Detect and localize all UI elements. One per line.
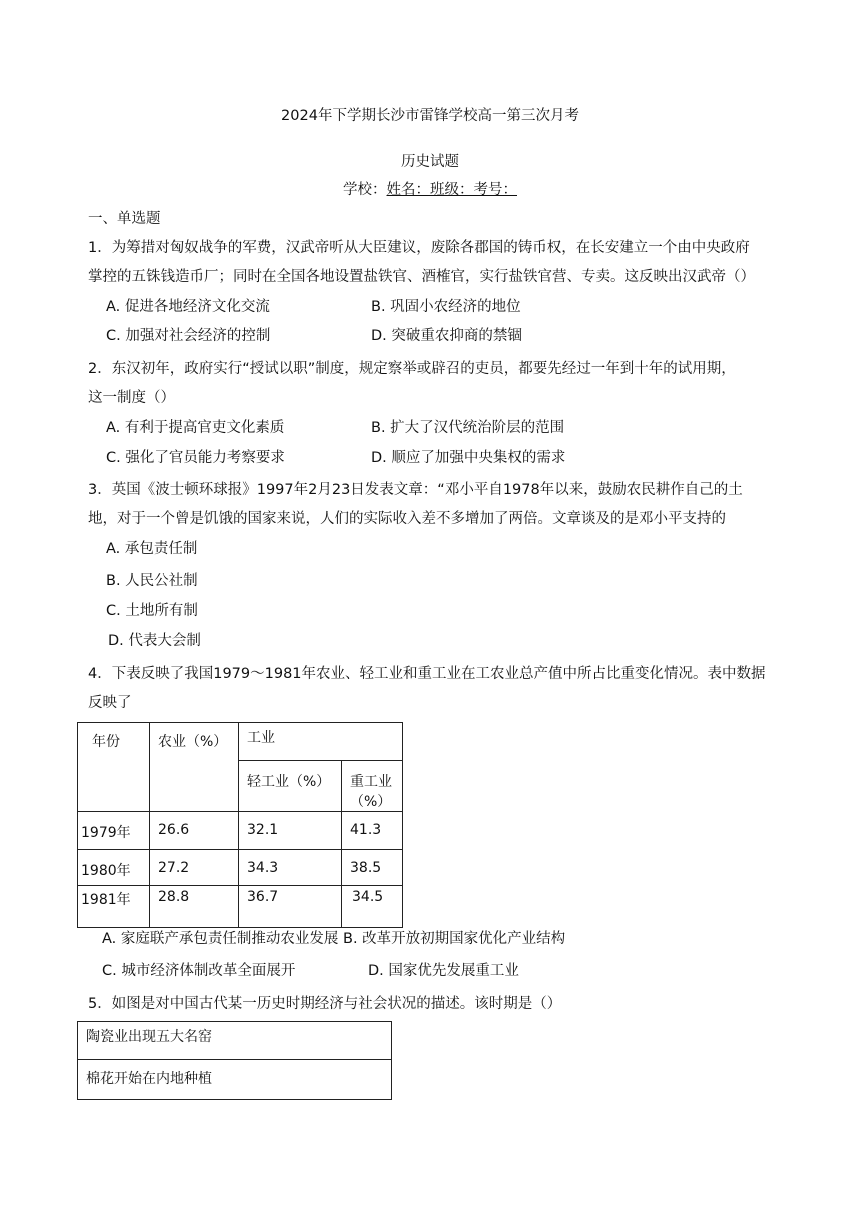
q3-stem-line1: 3．英国《波士顿环球报》1997年2月23日发表文章：“邓小平自1978年以来，鼓励农民耕作自己的土 xyxy=(88,482,743,498)
q1-option-b[interactable]: B. 巩固小农经济的地位 xyxy=(371,299,521,315)
q5-description-box xyxy=(77,1021,392,1100)
exam-number-field[interactable]: 考号： xyxy=(473,182,517,198)
q4-stem-line2: 反映了 xyxy=(88,695,132,711)
q5-stem: 5．如图是对中国古代某一历史时期经济与社会状况的描述。该时期是（） xyxy=(88,996,562,1012)
table-cell-heavy: 38.5 xyxy=(342,850,403,886)
q2-option-a[interactable]: A. 有利于提高官吏文化素质 xyxy=(106,420,285,436)
q2-option-c[interactable]: C. 强化了官员能力考察要求 xyxy=(106,450,285,466)
q5-box-item: 棉花开始在内地种植 xyxy=(78,1060,392,1100)
name-field[interactable]: 姓名： xyxy=(386,182,430,198)
subject-title: 历史试题 xyxy=(401,154,459,170)
q2-stem-line1: 2．东汉初年，政府实行“授试以职”制度，规定察举或辟召的吏员，都要先经过一年到十年的试用期， xyxy=(88,361,736,377)
q3-option-b[interactable]: B. 人民公社制 xyxy=(106,573,198,589)
production-share-table xyxy=(77,722,403,928)
table-row xyxy=(78,812,403,850)
table-cell-light: 36.7 xyxy=(239,886,342,928)
table-cell-light: 32.1 xyxy=(239,812,342,850)
q5-box-item: 陶瓷业出现五大名窑 xyxy=(78,1022,392,1060)
q1-stem-line1: 1．为筹措对匈奴战争的军费，汉武帝听从大臣建议，废除各郡国的铸币权，在长安建立一个由中央政府 xyxy=(88,240,750,256)
table-header-year: 年份 xyxy=(78,723,150,812)
q1-option-c[interactable]: C. 加强对社会经济的控制 xyxy=(106,328,271,344)
q1-stem-line2: 掌控的五铢钱造币厂；同时在全国各地设置盐铁官、酒榷官，实行盐铁官营、专卖。这反映出汉武帝（） xyxy=(88,269,755,285)
exam-title: 2024年下学期长沙市雷锋学校高一第三次月考 xyxy=(281,108,579,124)
q2-option-b[interactable]: B. 扩大了汉代统治阶层的范围 xyxy=(371,420,565,436)
q3-option-d[interactable]: D. 代表大会制 xyxy=(108,633,201,649)
section-heading: 一、单选题 xyxy=(88,211,161,227)
table-cell-year: 1981年 xyxy=(78,886,150,928)
table-cell-year: 1979年 xyxy=(78,812,150,850)
table-cell-light: 34.3 xyxy=(239,850,342,886)
table-header-heavy: 重工业（%） xyxy=(342,761,403,812)
q4-option-c[interactable]: C. 城市经济体制改革全面展开 xyxy=(102,963,296,979)
table-header-light: 轻工业（%） xyxy=(239,761,342,812)
q3-option-c[interactable]: C. 土地所有制 xyxy=(106,603,198,619)
table-cell-agri: 28.8 xyxy=(150,886,239,928)
table-row xyxy=(78,850,403,886)
q2-option-d[interactable]: D. 顺应了加强中央集权的需求 xyxy=(371,450,566,466)
table-cell-year: 1980年 xyxy=(78,850,150,886)
q3-option-a[interactable]: A. 承包责任制 xyxy=(106,541,198,557)
table-cell-agri: 26.6 xyxy=(150,812,239,850)
q4-stem-line1: 4．下表反映了我国1979～1981年农业、轻工业和重工业在工农业总产值中所占比重变化情况。表中数据 xyxy=(88,666,766,682)
q1-option-a[interactable]: A. 促进各地经济文化交流 xyxy=(106,299,270,315)
table-cell-agri: 27.2 xyxy=(150,850,239,886)
q3-stem-line2: 地，对于一个曾是饥饿的国家来说，人们的实际收入差不多增加了两倍。文章谈及的是邓小平支持的 xyxy=(88,511,726,527)
student-info xyxy=(0,178,860,199)
school-label: 学校： xyxy=(343,182,387,198)
table-cell-heavy: 34.5 xyxy=(342,886,403,928)
q1-option-d[interactable]: D. 突破重农抑商的禁锢 xyxy=(371,328,522,344)
table-cell-heavy: 41.3 xyxy=(342,812,403,850)
q4-option-d[interactable]: D. 国家优先发展重工业 xyxy=(368,963,519,979)
q4-option-ab[interactable]: A. 家庭联产承包责任制推动农业发展 B. 改革开放初期国家优化产业结构 xyxy=(102,931,566,947)
table-header-agri: 农业（%） xyxy=(150,723,239,812)
q2-stem-line2: 这一制度（） xyxy=(88,390,175,406)
table-row xyxy=(78,886,403,928)
table-header-industry: 工业 xyxy=(239,723,403,761)
class-field[interactable]: 班级： xyxy=(430,182,474,198)
